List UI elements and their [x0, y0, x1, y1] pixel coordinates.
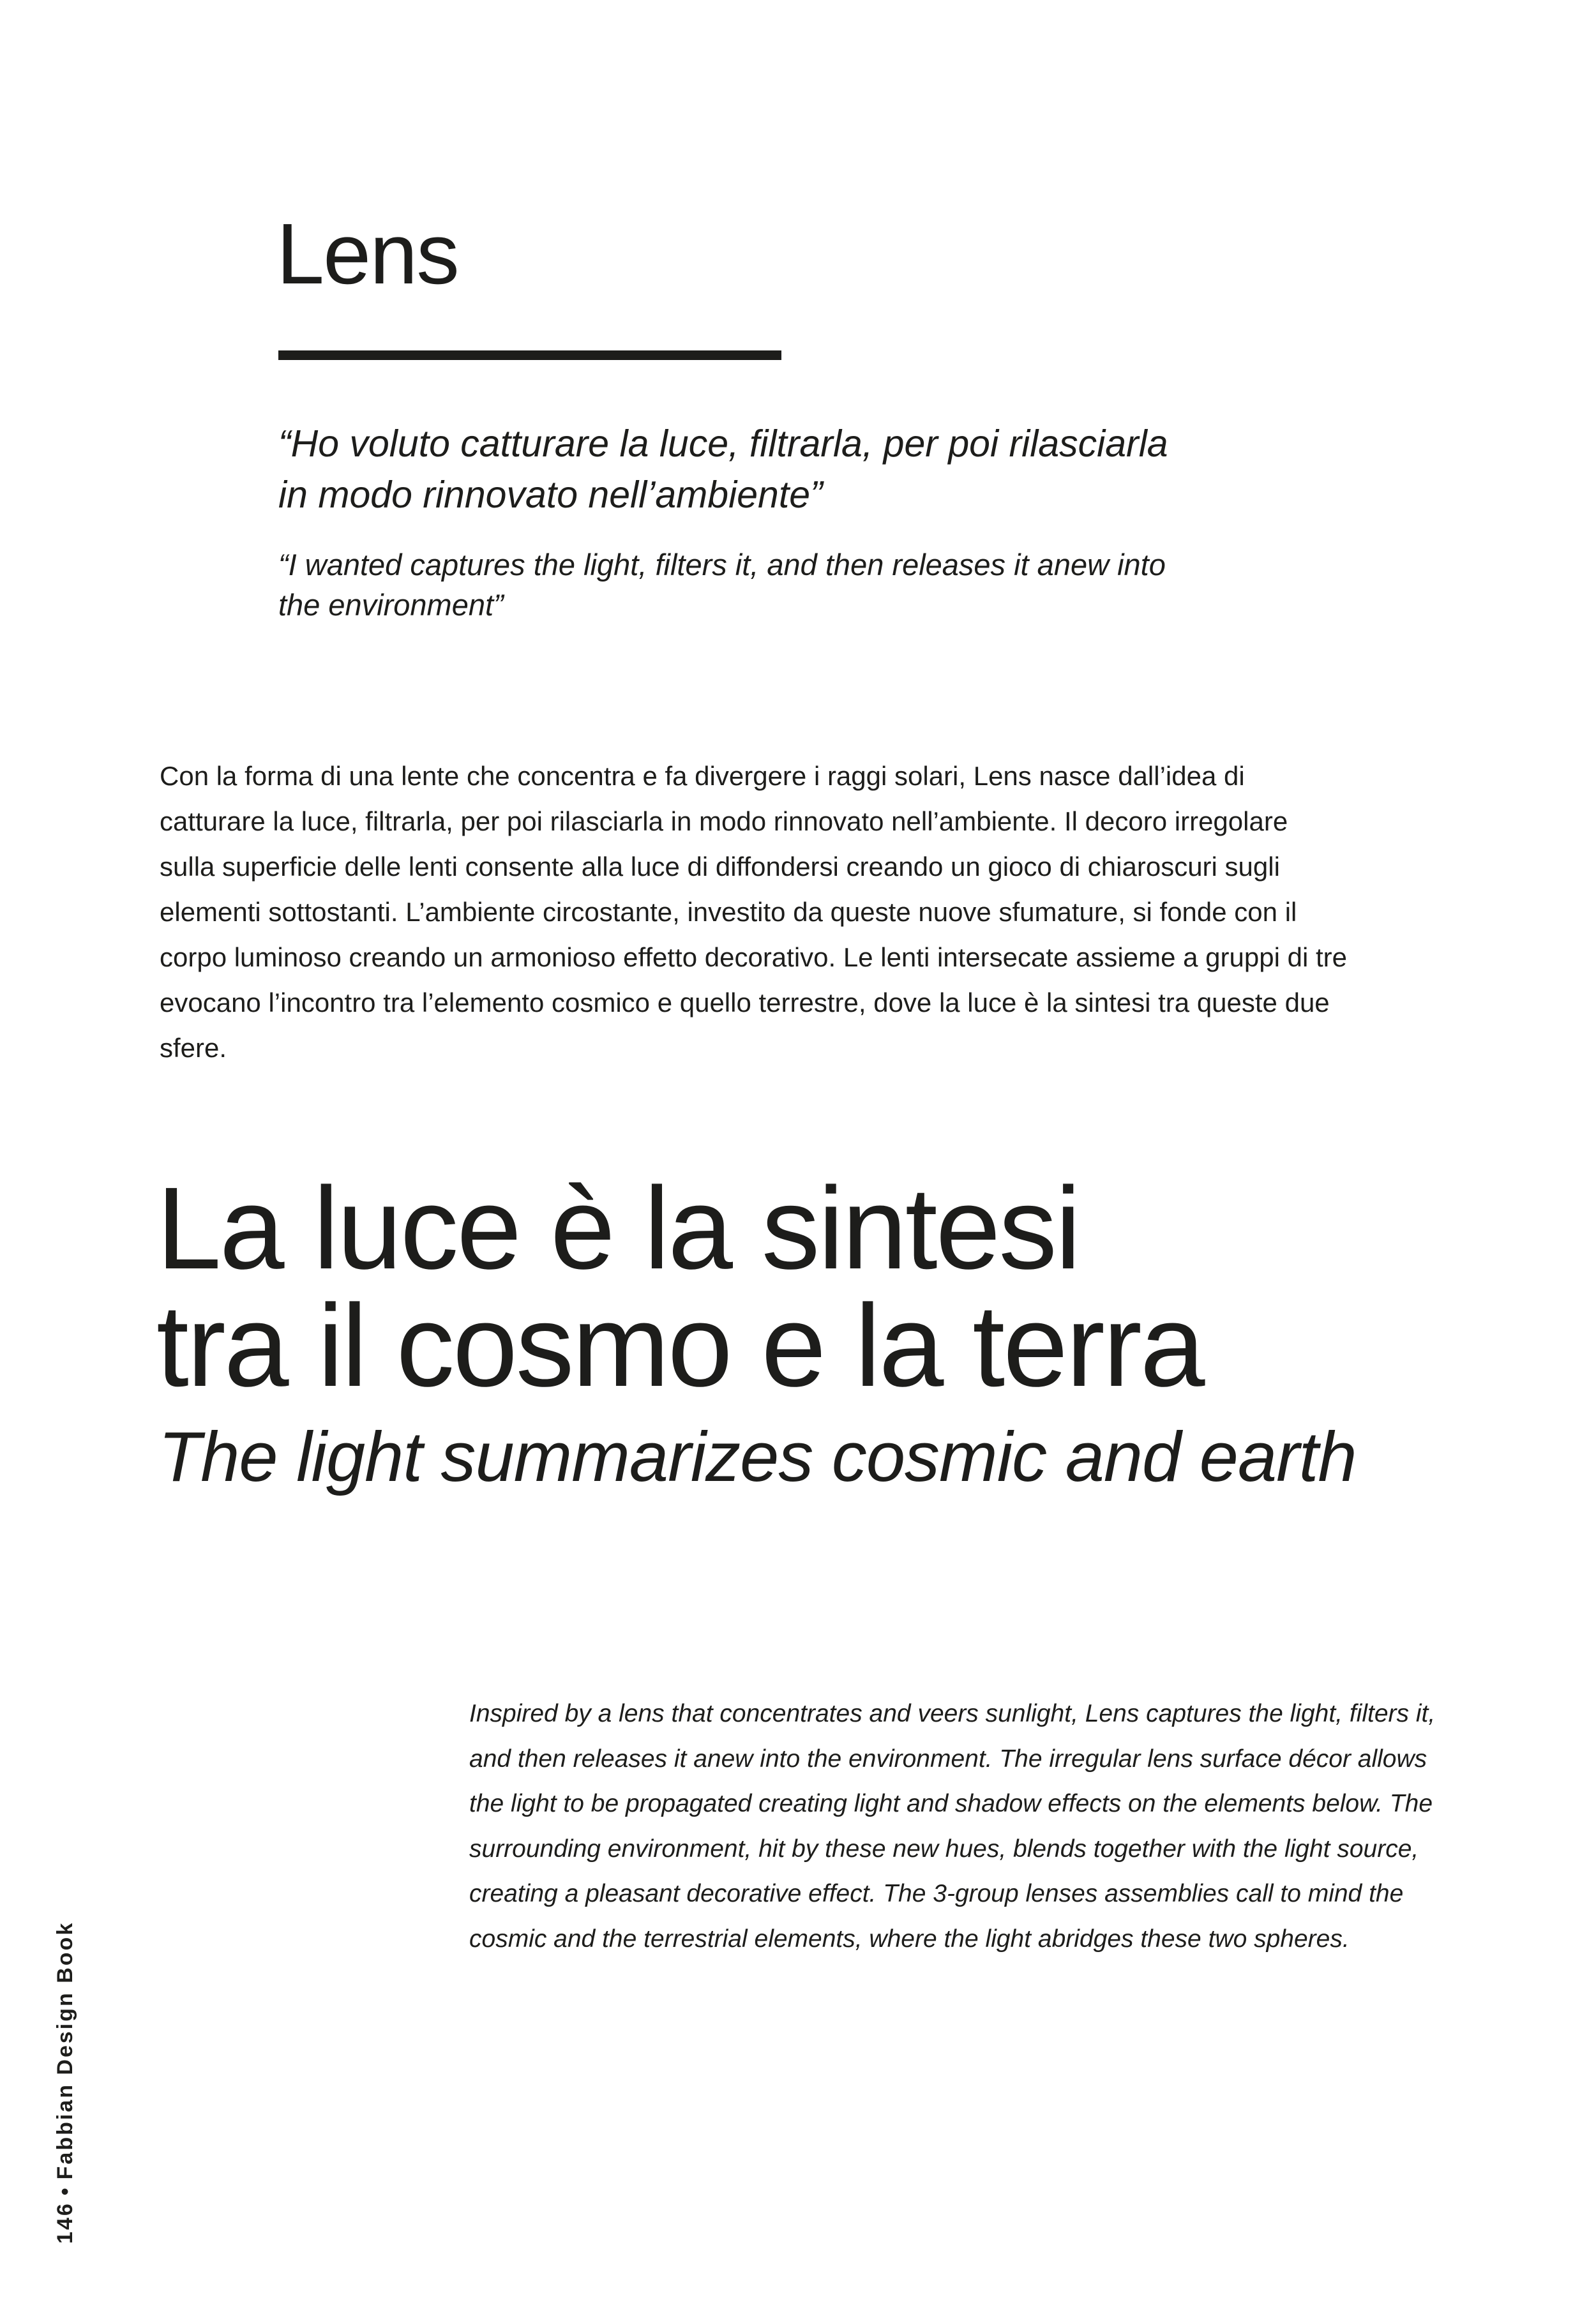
- footer-separator: •: [53, 2186, 77, 2196]
- body-text-english: Inspired by a lens that concentrates and veers sunlight, Lens captures the light, filters it, and then releases it anew into the environment. The irregular lens surface décor allows the light to be propagated creating light and shadow effects on the elements below. The surrounding environment, hit by these new hues, blends together with the light source, creating a pleasant decorative effect. The 3-group lenses assemblies call to mind the cosmic and the terrestrial elements, where the light abridges these two spheres.: [469, 1700, 1436, 1953]
- page-footer-vertical: [46, 1921, 84, 2244]
- body-text-italian: Con la forma di una lente che concentra e fa divergere i raggi solari, Lens nasce dall’idea di catturare la luce, filtrarla, per poi rilasciarla in modo rinnovato nell’ambiente. Il decoro irregolare sulla superficie delle lenti consente alla luce di diffondersi creando un gioco di chiaroscuri sugli elementi sottostanti. L’ambiente circostante, investito da queste nuove sfumature, si fonde con il corpo luminoso creando un armonioso effetto decorativo. Le lenti intersecate assieme a gruppi di tre evocano l’incontro tra l’elemento cosmico e quello terrestre, dove la luce è la sintesi tra queste due sfere.: [160, 761, 1347, 1063]
- headline-line-2: tra il cosmo e la terra: [156, 1280, 1203, 1411]
- headline: [156, 1162, 1497, 1411]
- subheadline-english: The light summarizes cosmic and earth: [158, 1418, 1357, 1496]
- page-title: Lens: [276, 206, 458, 302]
- book-title: Fabbian Design Book: [53, 1921, 77, 2180]
- headline-line-1: La luce è la sintesi: [156, 1162, 1080, 1293]
- title-underline: [278, 350, 781, 360]
- quote-english: “I wanted captures the light, filters it, and then releases it anew into the environment”: [278, 548, 1166, 622]
- quote-italian: “Ho voluto catturare la luce, filtrarla, per poi rilasciarla in modo rinnovato nell’ambiente”: [278, 423, 1168, 516]
- page-number: 146: [53, 2202, 77, 2244]
